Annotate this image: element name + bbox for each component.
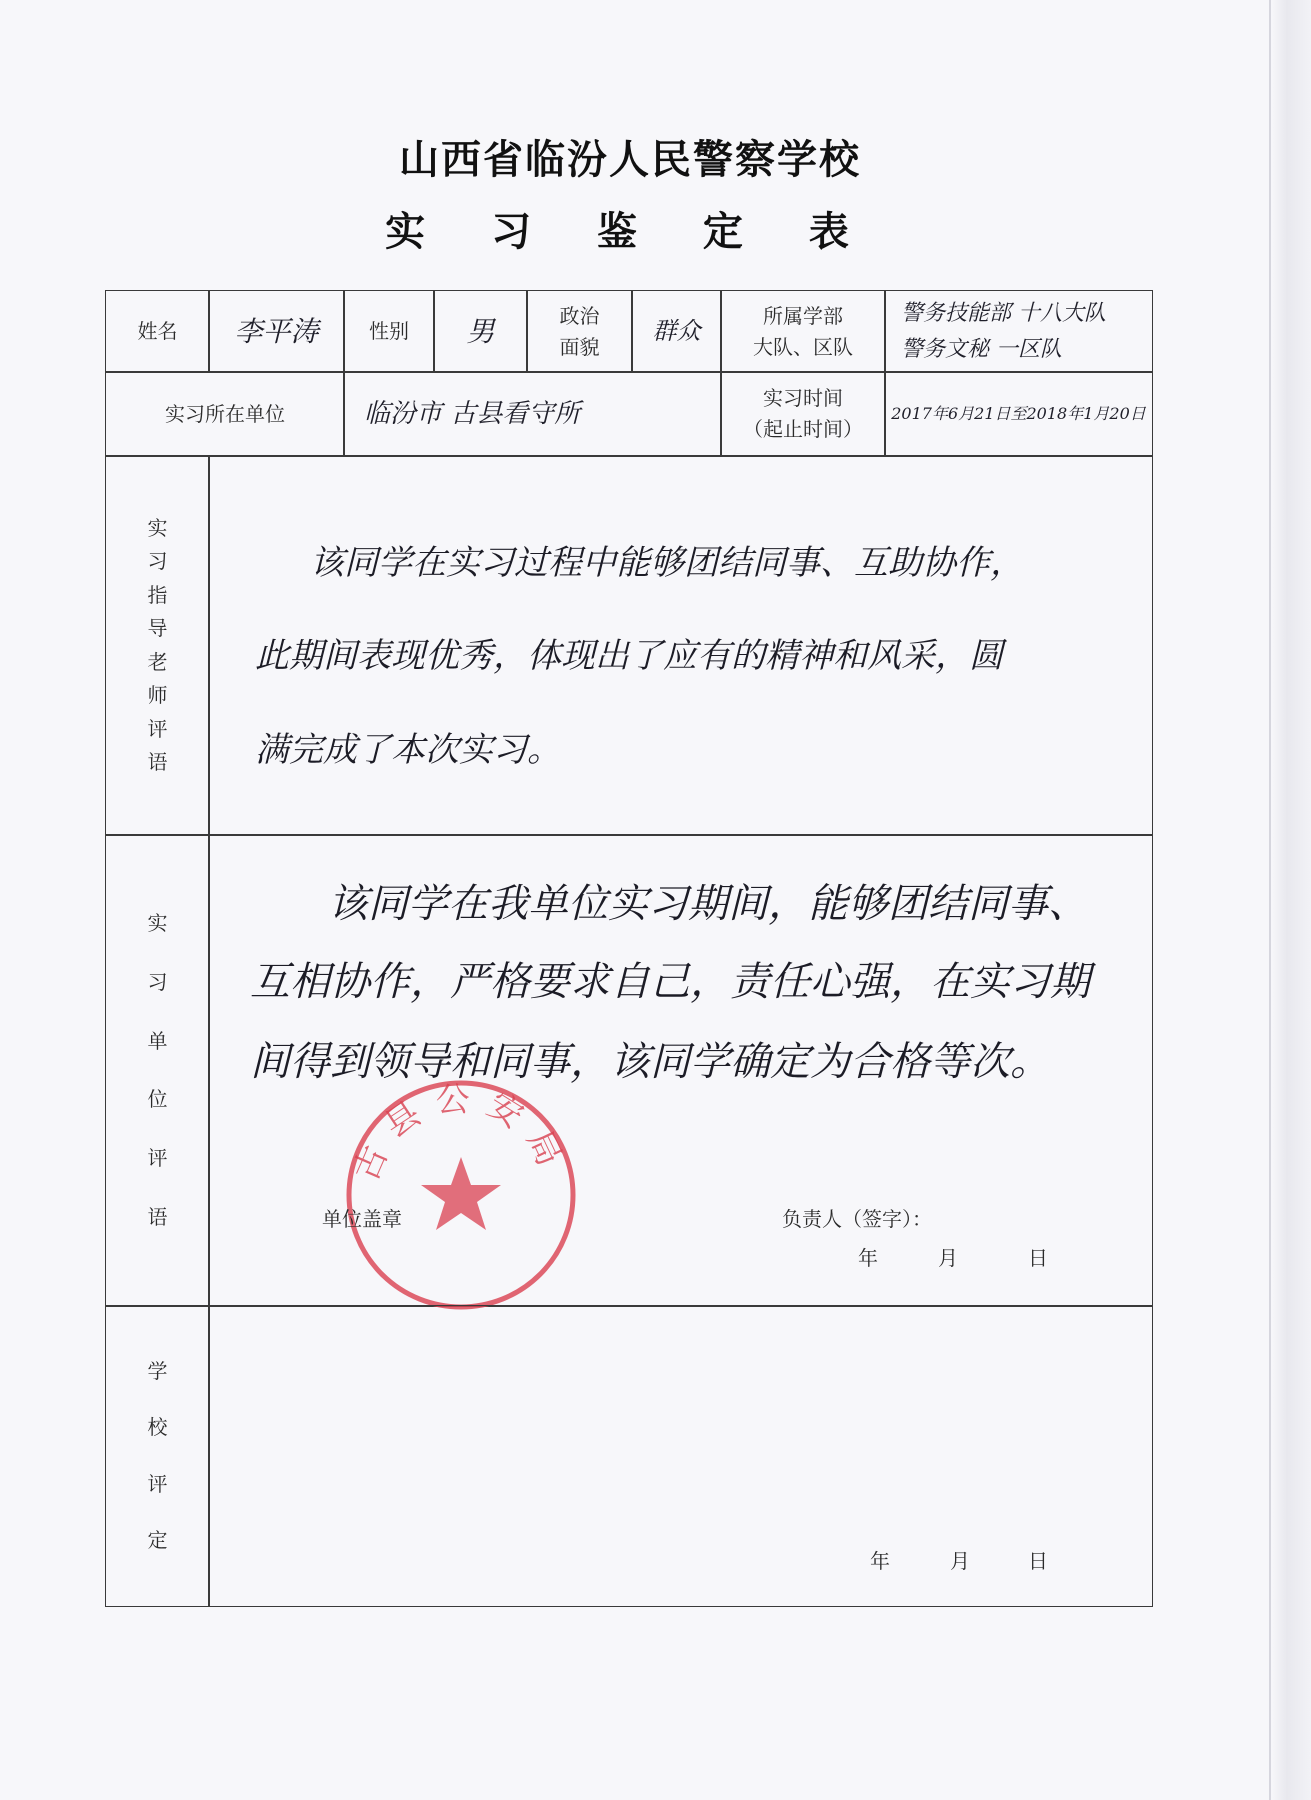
school-label-char: 评 [147,1471,168,1496]
name-value: 李平涛 [234,314,319,348]
dept-label-1: 所属学部 [763,303,843,328]
unit-date-month: 月 [938,1246,958,1270]
teacher-label-char: 评 [147,716,168,741]
gender-value-cell [433,290,528,373]
name-value-cell [208,290,345,373]
seal-label: 单位盖章 [322,1207,402,1231]
unit-date-day: 日 [1028,1246,1048,1270]
unit-label-char: 位 [147,1087,168,1112]
school-date-day: 日 [1028,1549,1048,1573]
teacher-comment-line-3: 满完成了本次实习。 [255,730,561,770]
teacher-label-char: 导 [147,616,168,641]
school-date-month: 月 [950,1549,970,1573]
teacher-label-char: 实 [147,515,168,540]
time-value-cell [884,371,1153,457]
unit-comment-line-1: 该同学在我单位实习期间，能够团结同事、 [328,881,1088,927]
unit-comment-line-2: 互相协作，严格要求自己，责任心强，在实习期 [250,959,1090,1005]
page-edge [1269,0,1311,1800]
teacher-label-char: 老 [147,649,168,674]
time-label-2: （起止时间） [743,417,863,441]
time-label-1: 实习时间 [763,386,843,410]
political-label-1: 政治 [559,303,600,328]
teacher-label-cell [105,455,210,836]
unit-value-cell [343,371,722,457]
dept-value-1: 警务技能部 十八大队 [901,301,1106,327]
unit-label: 实习所在单位 [165,401,285,426]
gender-label: 性别 [369,319,409,343]
teacher-label-char: 语 [147,750,168,774]
dept-value-2: 警务文秘 一区队 [901,336,1062,362]
teacher-label-char: 习 [147,549,168,574]
unit-label-cell [105,371,345,457]
form-title: 实 习 鉴 定 表 [385,209,875,255]
unit-label-char: 习 [147,969,168,994]
school-label-char: 校 [147,1415,168,1440]
unit-comment-line-3: 间得到领导和同事，该同学确定为合格等次。 [250,1039,1050,1085]
school-comment-cell [208,1305,1153,1607]
gender-value: 男 [466,314,495,348]
unit-comment-label-cell [105,834,210,1307]
dept-value-cell [884,290,1153,373]
school-label-cell [105,1305,210,1607]
political-label-cell [526,290,633,373]
name-label: 姓名 [137,319,178,343]
unit-label-char: 语 [147,1204,168,1229]
school-title: 山西省临汾人民警察学校 [399,137,861,183]
unit-value: 临汾市 古县看守所 [364,398,581,429]
political-label-2: 面貌 [559,334,600,359]
unit-date-year: 年 [858,1246,878,1270]
political-value-cell [631,290,722,373]
name-label-cell [105,290,210,373]
time-label-cell [720,371,886,457]
teacher-label-char: 指 [147,582,168,607]
unit-label-vertical [106,881,209,1261]
unit-label-char: 实 [147,911,168,936]
school-label-char: 学 [147,1359,168,1384]
school-date-year: 年 [870,1549,890,1573]
time-value: 2017年6月21日至2018年1月20日 [891,403,1146,423]
school-label-vertical [106,1331,209,1581]
school-label-char: 定 [147,1527,168,1552]
teacher-comment-line-2: 此期间表现优秀，体现出了应有的精神和风采，圆 [255,636,1003,676]
unit-label-char: 单 [147,1028,168,1053]
seal-text: 古县公安局 [345,1079,576,1188]
dept-label-2: 大队、区队 [753,334,853,359]
seal-star-icon [421,1157,501,1230]
teacher-comment-line-1: 该同学在实习过程中能够团结同事、互助协作， [310,543,1024,583]
signature-label: 负责人（签字）： [782,1207,932,1231]
unit-seal [338,1072,584,1318]
political-value: 群众 [652,316,701,345]
dept-label-cell [720,290,886,373]
teacher-label-char: 师 [147,683,168,708]
gender-label-cell [343,290,435,373]
unit-label-char: 评 [147,1146,168,1171]
teacher-label-vertical [106,511,209,781]
